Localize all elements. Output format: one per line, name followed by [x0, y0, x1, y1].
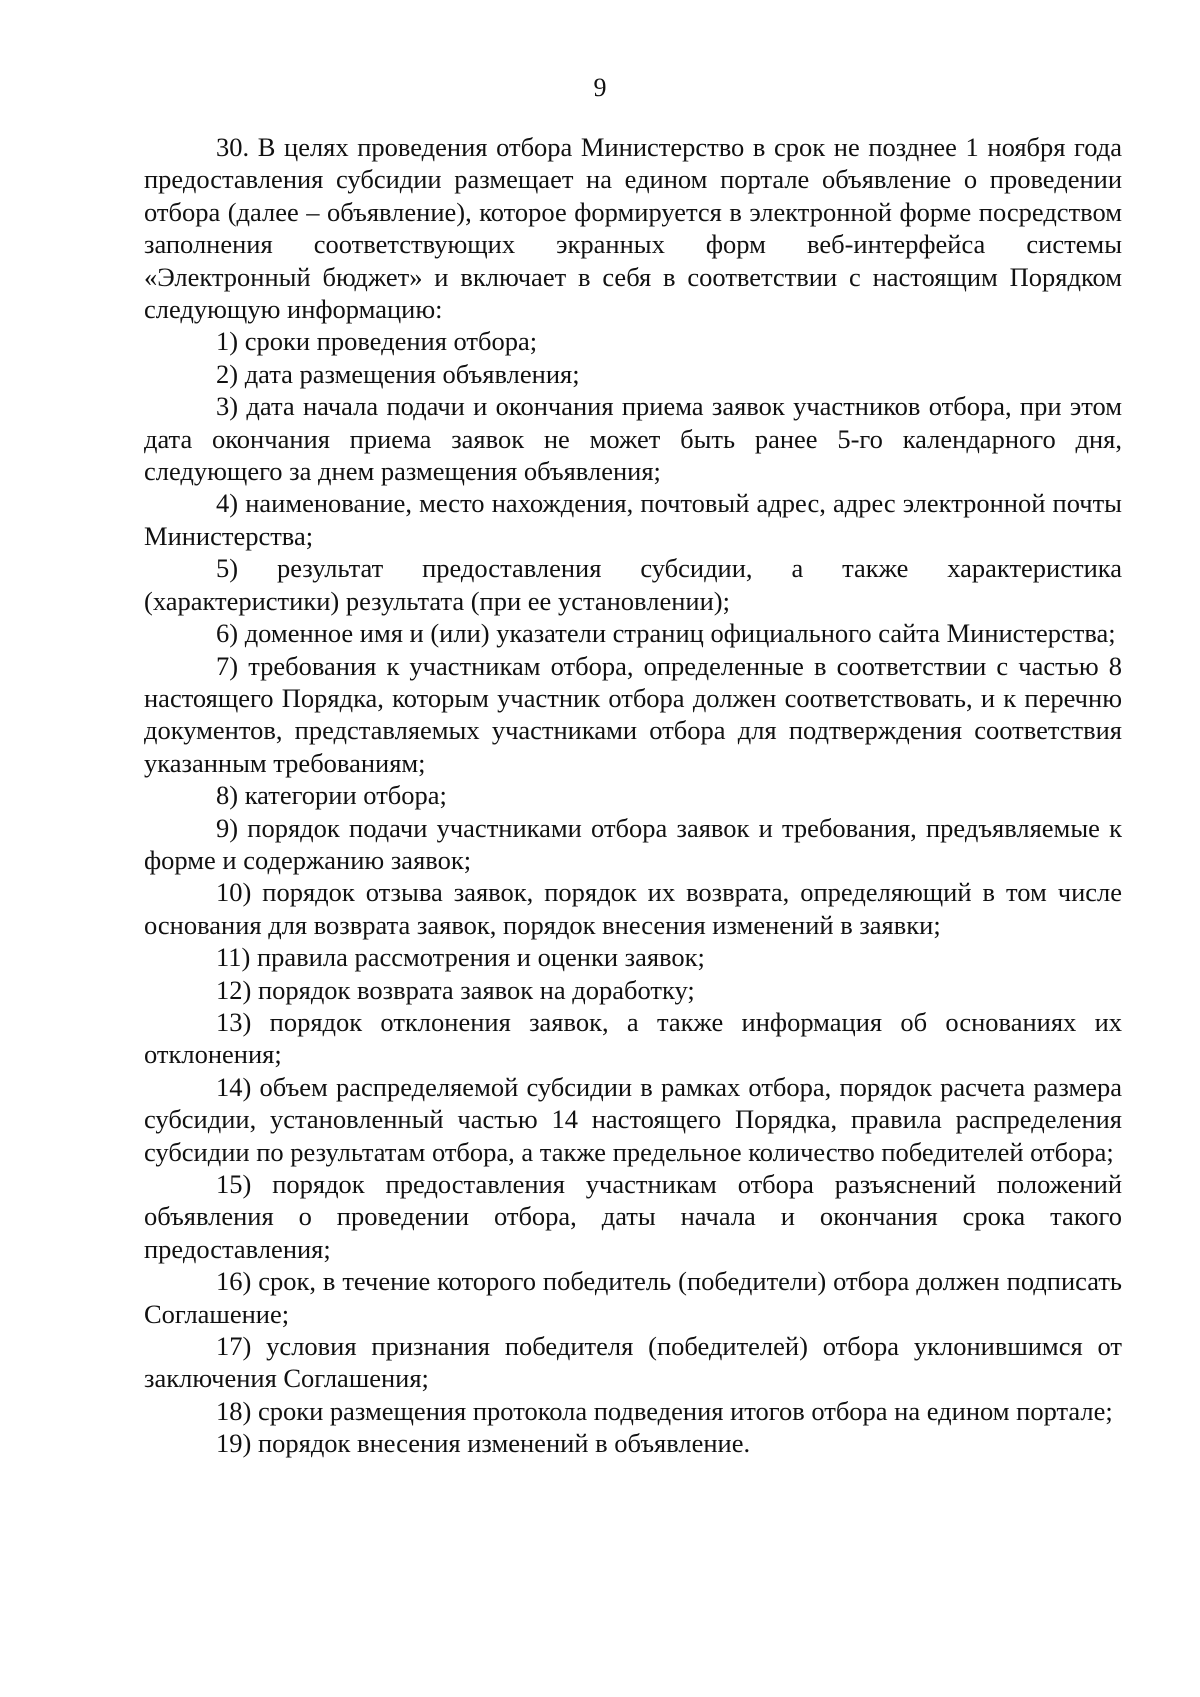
list-item-2: 2) дата размещения объявления;: [216, 358, 580, 389]
list-item-19: 19) порядок внесения изменений в объявление.: [216, 1428, 751, 1459]
list-item-1: 1) сроки проведения отбора;: [216, 326, 538, 357]
document-body: [144, 131, 1122, 1460]
list-item-5: 5) результат предоставления субсидии, а также характеристика (характеристики) результата (при ее установлении);: [144, 553, 1122, 616]
list-item-11: 11) правила рассмотрения и оценки заявок;: [216, 942, 705, 973]
list-item-9: 9) порядок подачи участниками отбора заявок и требования, предъявляемые к форме и содержанию заявок;: [144, 812, 1122, 875]
list-item-13: 13) порядок отклонения заявок, а также информация об основаниях их отклонения;: [144, 1006, 1122, 1070]
list-item-4: 4) наименование, место нахождения, почтовый адрес, адрес электронной почты Министерства;: [144, 488, 1122, 551]
list-item-16: 16) срок, в течение которого победитель (победители) отбора должен подписать Соглашение;: [144, 1266, 1122, 1329]
list-item-3: 3) дата начала подачи и окончания приема заявок участников отбора, при этом дата окончания приема заявок не может быть ранее 5-го календарного дня, следующего за днем размещения объявления;: [144, 391, 1122, 487]
paragraph-30: 30. В целях проведения отбора Министерство в срок не позднее 1 ноября года предоставления субсидии размещает на едином портале объявление о проведении отбора (далее – объявление), которое формируется в электронной форме посредством заполнения соответствующих экранных форм веб-интерфейса системы «Электронный бюджет» и включает в себя в соответствии с настоящим Порядком следующую информацию:: [144, 132, 1122, 325]
page-number: 9: [593, 73, 607, 102]
list-item-10: 10) порядок отзыва заявок, порядок их возврата, определяющий в том числе основания для возврата заявок, порядок внесения изменений в заявки;: [144, 877, 1122, 940]
list-item-7: 7) требования к участникам отбора, определенные в соответствии с частью 8 настоящего Порядка, которым участник отбора должен соответствовать, и к перечню документов, представляемых участниками отбора для подтверждения соответствия указанным требованиям;: [144, 650, 1122, 778]
list-item-15: 15) порядок предоставления участникам отбора разъяснений положений объявления о проведении отбора, даты начала и окончания срока такого предоставления;: [144, 1169, 1122, 1264]
list-item-12: 12) порядок возврата заявок на доработку;: [216, 974, 695, 1005]
list-item-6: 6) доменное имя и (или) указатели страниц официального сайта Министерства;: [216, 618, 1116, 649]
list-item-14: 14) объем распределяемой субсидии в рамках отбора, порядок расчета размера субсидии, установленный частью 14 настоящего Порядка, правила распределения субсидии по результатам отбора, а также предельное количество победителей отбора;: [144, 1071, 1122, 1167]
list-item-17: 17) условия признания победителя (победителей) отбора уклонившимся от заключения Соглашения;: [144, 1331, 1122, 1394]
list-item-8: 8) категории отбора;: [216, 780, 447, 811]
list-item-18: 18) сроки размещения протокола подведения итогов отбора на едином портале;: [216, 1395, 1113, 1426]
